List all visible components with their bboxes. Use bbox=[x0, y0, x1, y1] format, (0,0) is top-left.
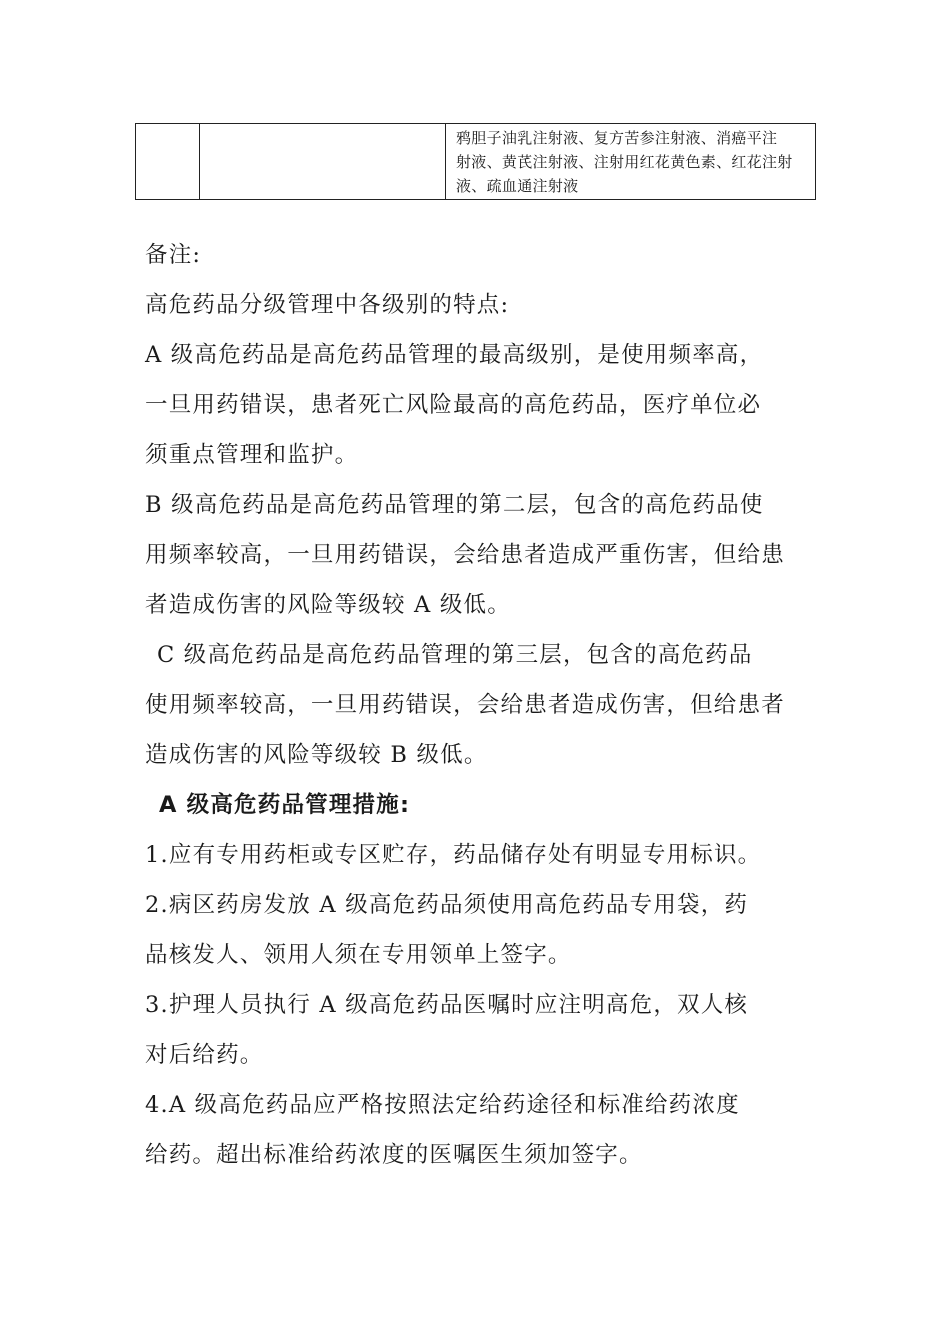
notes-heading: 备注: bbox=[145, 242, 202, 268]
paragraph-line: 给药。超出标准给药浓度的医嘱医生须加签字。 bbox=[145, 1142, 643, 1168]
table-cell-drug-names bbox=[446, 124, 816, 200]
drug-list-table bbox=[135, 123, 816, 200]
paragraph-line: B 级高危药品是高危药品管理的第二层，包含的高危药品使 bbox=[145, 492, 764, 518]
paragraph-line: 须重点管理和监护。 bbox=[145, 442, 359, 468]
measure-item-3 bbox=[145, 980, 810, 1080]
paragraph-line: C 级高危药品是高危药品管理的第三层，包含的高危药品 bbox=[157, 642, 753, 668]
table-row bbox=[136, 124, 816, 200]
drug-names-line: 射液、黄芪注射液、注射用红花黄色素、红花注射 bbox=[456, 153, 793, 171]
notes-intro: 高危药品分级管理中各级别的特点: bbox=[145, 292, 510, 318]
drug-names-line: 液、疏血通注射液 bbox=[456, 177, 579, 195]
paragraph-line: 3.护理人员执行 A 级高危药品医嘱时应注明高危，双人核 bbox=[145, 992, 749, 1018]
paragraph-line: 品核发人、领用人须在专用领单上签字。 bbox=[145, 942, 572, 968]
table-cell-empty-2 bbox=[200, 124, 446, 200]
paragraph-line: 一旦用药错误，患者死亡风险最高的高危药品，医疗单位必 bbox=[145, 392, 762, 418]
drug-names-line: 鸦胆子油乳注射液、复方苦参注射液、消癌平注 bbox=[456, 129, 778, 147]
level-a-paragraph bbox=[145, 330, 810, 480]
level-b-paragraph bbox=[145, 480, 810, 630]
document-body bbox=[145, 230, 810, 1180]
paragraph-line: A 级高危药品是高危药品管理的最高级别，是使用频率高， bbox=[145, 342, 764, 368]
paragraph-line: 4.A 级高危药品应严格按照法定给药途径和标准给药浓度 bbox=[145, 1092, 740, 1118]
measures-heading: A 级高危药品管理措施: bbox=[159, 792, 411, 818]
measure-item-4 bbox=[145, 1080, 810, 1180]
paragraph-line: 2.病区药房发放 A 级高危药品须使用高危药品专用袋，药 bbox=[145, 892, 749, 918]
measure-item-2 bbox=[145, 880, 810, 980]
paragraph-line: 对后给药。 bbox=[145, 1042, 264, 1068]
paragraph-line: 造成伤害的风险等级较 B 级低。 bbox=[145, 742, 488, 768]
measure-item-1 bbox=[145, 830, 810, 880]
level-c-paragraph bbox=[145, 630, 810, 780]
paragraph-line: 用频率较高，一旦用药错误，会给患者造成严重伤害，但给患 bbox=[145, 542, 785, 568]
paragraph-line: 者造成伤害的风险等级较 A 级低。 bbox=[145, 592, 511, 618]
paragraph-line: 使用频率较高，一旦用药错误，会给患者造成伤害，但给患者 bbox=[145, 692, 785, 718]
paragraph-line: 1.应有专用药柜或专区贮存，药品储存处有明显专用标识。 bbox=[145, 842, 762, 868]
table-cell-empty-1 bbox=[136, 124, 200, 200]
